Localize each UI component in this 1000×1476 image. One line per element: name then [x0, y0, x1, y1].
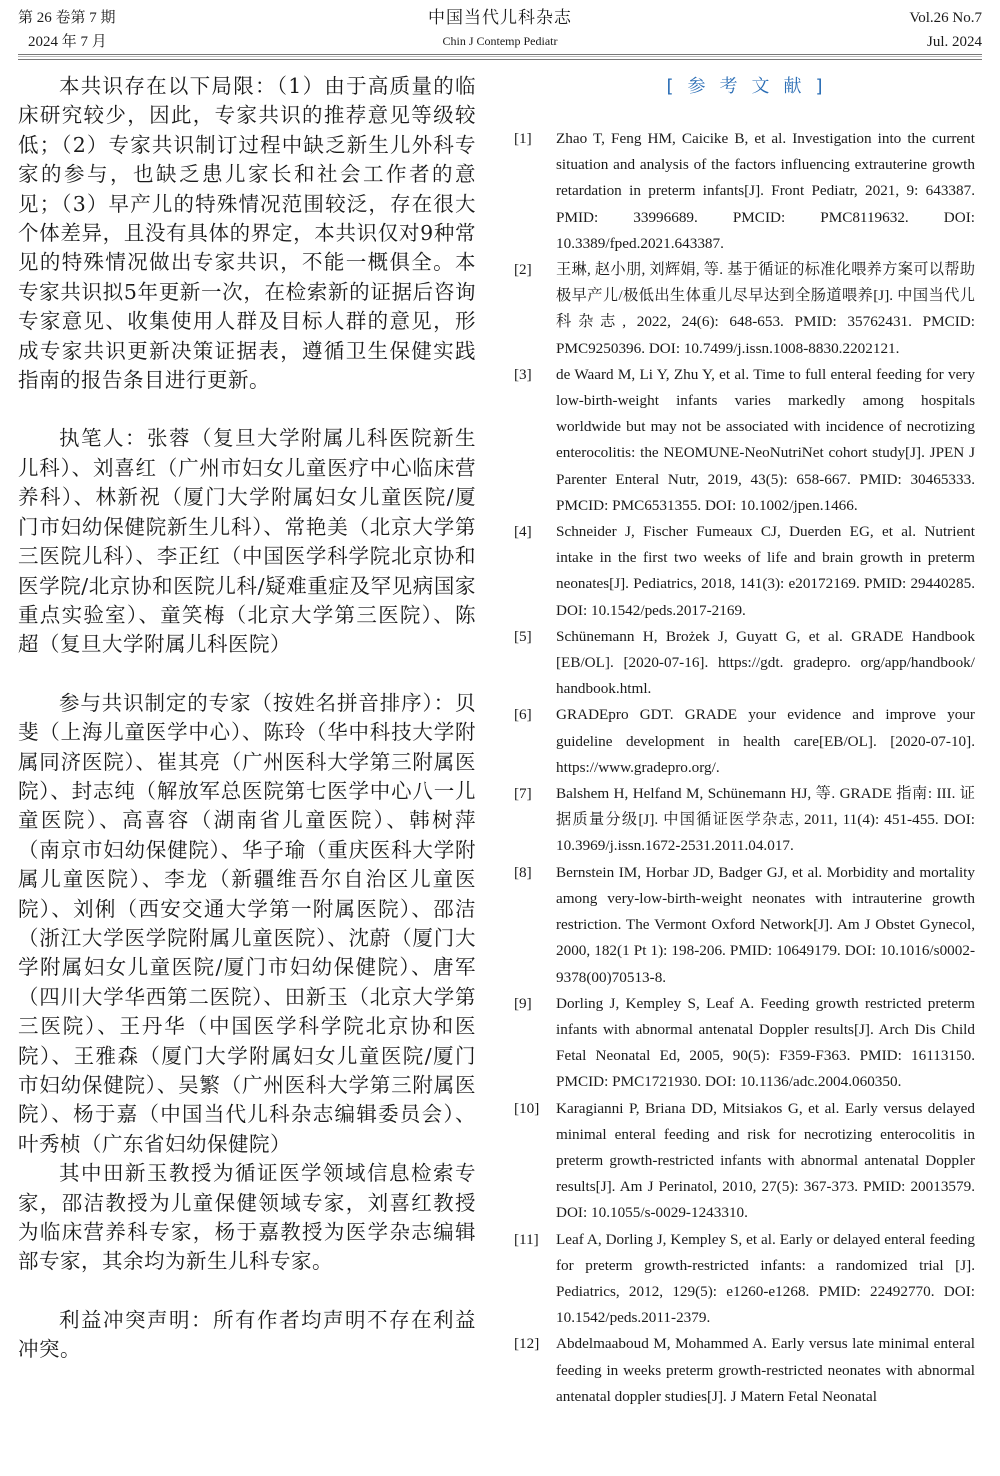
reference-item — [514, 1331, 975, 1410]
header-right — [909, 6, 982, 54]
date-cn: 2024 年 7 月 — [28, 34, 107, 50]
left-column — [18, 72, 476, 1365]
reference-item — [514, 519, 975, 624]
reference-item — [514, 781, 975, 860]
reference-text: Zhao T, Feng HM, Caicike B, et al. Investigation into the current situation and analysis of the factors influencing extrauterine growth retardation in preterm infants[J]. Front Pediatr, 2021, 9: 643387. PMID: 33996689. PMCID: PMC8119632. DOI: 10.3389/fped.2021.643387. — [556, 130, 975, 252]
reference-text: Bernstein IM, Horbar JD, Badger GJ, et al. Morbidity and mortality among very-low-birth-weight neonates with intrauterine growth restriction. The Vermont Oxford Network[J]. Am J Obstet Gynecol, 2000, 182(1 Pt 1): 198-206. PMID: 10649179. DOI: 10.1016/s0002-9378(00)70513-8. — [556, 863, 975, 986]
reference-number: [4] — [514, 523, 532, 541]
header-double-rule — [18, 54, 982, 60]
reference-item — [514, 702, 975, 781]
reference-item — [514, 257, 975, 362]
reference-item — [514, 860, 975, 991]
reference-item — [514, 624, 975, 703]
experts-paragraph: 参与共识制定的专家（按姓名拼音排序）：贝斐（上海儿童医学中心）、陈玲（华中科技大学附属同济医院）、崔其亮（广州医科大学第三附属医院）、封志纯（解放军总医院第七医学中心八一儿童医院）、高喜容（湖南省儿童医院）、韩树萍（南京市妇幼保健院）、华子瑜（重庆医科大学附属儿童医院）、李龙（新疆维吾尔自治区儿童医院）、刘俐（西安交通大学第一附属医院）、邵洁（浙江大学医学院附属儿童医院）、沈蔚（厦门大学附属妇女儿童医院/厦门市妇幼保健院）、唐军（四川大学华西第二医院）、田新玉（北京大学第三医院）、王丹华（中国医学科学院北京协和医院）、王雅森（厦门大学附属妇女儿童医院/厦门市妇幼保健院）、吴繁（广州医科大学第三附属医院）、杨于嘉（中国当代儿科杂志编辑委员会）、叶秀桢（广东省妇幼保健院） — [18, 690, 476, 1156]
reference-text: Balshem H, Helfand M, Schünemann HJ, 等. GRADE 指南: III. 证据质量分级[J]. 中国循证医学杂志, 2011, 11(4): 451-455. DOI: 10.3969/j.issn.1672-2531.2011.04.017. — [556, 785, 975, 855]
reference-number: [11] — [514, 1230, 539, 1248]
reference-item — [514, 1096, 975, 1227]
reference-number: [1] — [514, 130, 532, 147]
volume-issue-en: Vol.26 No.7 — [909, 10, 982, 26]
reference-text: Karagianni P, Briana DD, Mitsiakos G, et al. Early versus delayed minimal enteral feeding and risk for necrotizing enterocolitis in preterm growth-restricted infants with abnormal antenatal Doppler results[J]. Am J Perinatol, 2010, 27(5): 367-373. PMID: 20013579. DOI: 10.1055/s-0029-1243310. — [556, 1099, 975, 1222]
reference-number: [2] — [514, 261, 532, 279]
running-header — [18, 0, 982, 52]
date-en: Jul. 2024 — [926, 34, 982, 50]
reference-text: Schünemann H, Brożek J, Guyatt G, et al. GRADE Handbook [EB/OL]. [2020-07-16]. https://gdt. gradepro. org/app/handbook/ handbook.html. — [556, 627, 975, 698]
reference-number: [9] — [514, 994, 532, 1012]
reference-number: [10] — [514, 1099, 540, 1117]
reference-text: Abdelmaaboud M, Mohammed A. Early versus late minimal enteral feeding in weeks preterm growth-restricted neonates with abnormal antenatal doppler studies[J]. J Matern Fetal Neonatal — [556, 1335, 975, 1405]
reference-item — [514, 126, 975, 257]
spacer — [18, 395, 476, 424]
reference-item — [514, 1227, 975, 1332]
reference-item — [514, 362, 975, 519]
right-column — [514, 72, 975, 1410]
reference-text: GRADEpro GDT. GRADE your evidence and improve your guideline development in health care[EB/OL]. [2020-07-10]. https://www.gradepro.org/. — [556, 706, 975, 776]
spacer — [18, 1277, 476, 1306]
reference-number: [5] — [514, 627, 532, 645]
reference-list — [514, 126, 975, 1410]
reference-text: Schneider J, Fischer Fumeaux CJ, Duerden EG, et al. Nutrient intake in the first two weeks of life and brain growth in preterm neonates[J]. Pediatrics, 2018, 141(3): e20172169. PMID: 29440285. DOI: 10.1542/peds.2017-2169. — [556, 523, 975, 619]
reference-text: 王琳, 赵小朋, 刘辉娟, 等. 基于循证的标准化喂养方案可以帮助极早产儿/极低出生体重儿尽早达到全肠道喂养[J]. 中国当代儿科杂志, 2022, 24(6): 648-653. PMID: 35762431. PMCID: PMC9250396. DOI: 10.7499/j.issn.1008-8830.2202121. — [556, 261, 975, 357]
volume-issue-cn: 第 26 卷第 7 期 — [18, 10, 116, 26]
journal-title-en: Chin J Contemp Pediatr — [442, 34, 558, 48]
expert-roles-paragraph: 其中田新玉教授为循证医学领域信息检索专家，邵洁教授为儿童保健领域专家，刘喜红教授为临床营养科专家，杨于嘉教授为医学杂志编辑部专家，其余均为新生儿科专家。 — [18, 1161, 476, 1274]
references-heading: [参考文献] — [666, 76, 837, 97]
limitations-paragraph: 本共识存在以下局限：（1）由于高质量的临床研究较少，因此，专家共识的推荐意见等级较低；（2）专家共识制订过程中缺乏新生儿外科专家的参与，也缺乏患儿家长和社会工作者的意见；（3）早产儿的特殊情况范围较泛，存在很大个体差异，且没有具体的界定，本共识仅对9种常见的特殊情况做出专家共识，不能一概俱全。本专家共识拟5年更新一次，在检索新的证据后咨询专家意见、收集使用人群及目标人群的意见，形成专家共识更新决策证据表，遵循卫生保健实践指南的报告条目进行更新。 — [18, 74, 476, 393]
reference-text: Leaf A, Dorling J, Kempley S, et al. Early or delayed enteral feeding for preterm growth-restricted infants: a randomized trial [J]. Pediatrics, 2012, 129(5): e1260-e1268. PMID: 22492770. DOI: 10.1542/peds.2011-2379. — [556, 1230, 975, 1327]
reference-text: Dorling J, Kempley S, Leaf A. Feeding growth restricted preterm infants with abnormal antenatal Doppler results[J]. Arch Dis Child Fetal Neonatal Ed, 2005, 90(5): F359-F363. PMID: 16113150. PMCID: PMC1721930. DOI: 10.1136/adc.2004.060350. — [556, 994, 975, 1091]
reference-number: [7] — [514, 785, 532, 803]
conflict-of-interest-paragraph: 利益冲突声明：所有作者均声明不存在利益冲突。 — [18, 1307, 476, 1362]
authors-paragraph: 执笔人：张蓉（复旦大学附属儿科医院新生儿科）、刘喜红（广州市妇女儿童医疗中心临床营养科）、林新祝（厦门大学附属妇女儿童医院/厦门市妇幼保健院新生儿科）、常艳美（北京大学第三医院儿科）、李正红（中国医学科学院北京协和医学院/北京协和医院儿科/疑难重症及罕见病国家重点实验室）、童笑梅（北京大学第三医院）、陈超（复旦大学附属儿科医院） — [18, 426, 476, 657]
reference-number: [12] — [514, 1335, 540, 1353]
spacer — [18, 660, 476, 689]
journal-title-cn: 中国当代儿科杂志 — [428, 8, 572, 27]
header-center — [18, 6, 982, 50]
reference-text: de Waard M, Li Y, Zhu Y, et al. Time to full enteral feeding for very low-birth-weight infants varies markedly among hospitals worldwide but may not be associated with incidence of necrotizing enterocolitis: the NEOMUNE-NeoNutriNet cohort study[J]. JPEN J Parenter Enteral Nutr, 2019, 43(5): 658-667. PMID: 30465333. PMCID: PMC6531355. DOI: 10.1002/jpen.1466. — [556, 365, 975, 514]
reference-item — [514, 991, 975, 1096]
reference-number: [8] — [514, 863, 532, 881]
reference-number: [6] — [514, 706, 532, 724]
reference-number: [3] — [514, 365, 532, 383]
